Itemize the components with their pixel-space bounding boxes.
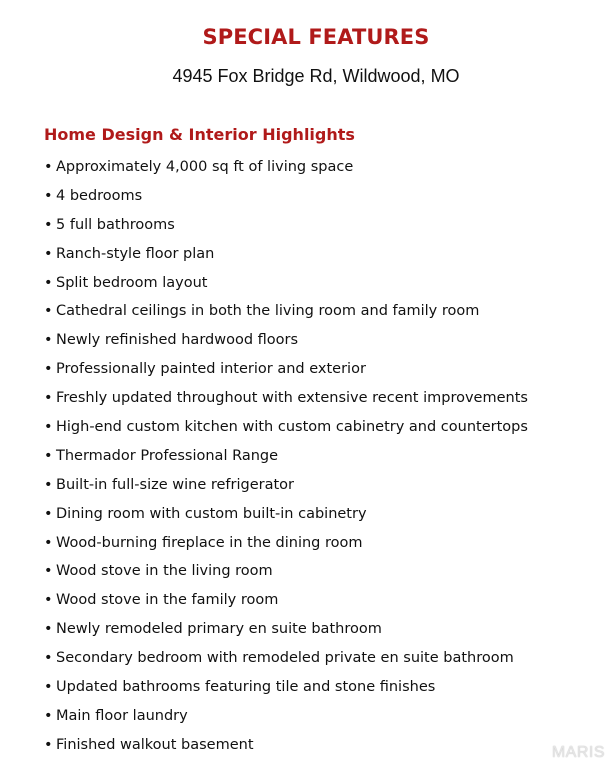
bullet-icon: • [44,476,53,493]
feature-item [44,384,528,413]
feature-item [44,326,528,355]
feature-text: Approximately 4,000 sq ft of living space [56,159,354,175]
feature-item [44,471,528,500]
feature-text: 4 bedrooms [56,187,143,204]
feature-text: Newly remodeled primary en suite bathroom [56,621,382,638]
feature-item [44,615,528,644]
feature-item [44,153,528,182]
bullet-icon: • [44,216,53,233]
feature-text: Thermador Professional Range [56,447,279,464]
feature-text: Professionally painted interior and exterior [56,361,366,378]
feature-text: Wood stove in the living room [56,563,273,580]
feature-text: Updated bathrooms featuring tile and stone finishes [56,679,436,696]
feature-item [44,702,528,731]
maris-watermark: MARIS [551,744,605,761]
feature-text: Freshly updated throughout with extensive recent improvements [56,390,528,407]
bullet-icon: • [44,447,53,464]
feature-text: Secondary bedroom with remodeled private en suite bathroom [56,650,514,667]
bullet-icon: • [44,534,53,551]
bullet-icon: • [44,159,53,175]
feature-text: Newly refinished hardwood floors [56,332,299,349]
bullet-icon: • [44,390,53,407]
page-title: SPECIAL FEATURES [202,25,430,49]
feature-item [44,500,528,529]
feature-text: Built-in full-size wine refrigerator [56,476,295,493]
feature-text: Wood stove in the family room [56,592,279,609]
feature-item [44,297,528,326]
feature-item [44,269,528,298]
feature-item [44,413,528,442]
bullet-icon: • [44,736,53,753]
feature-item [44,731,528,760]
bullet-icon: • [44,419,53,436]
property-address: 4945 Fox Bridge Rd, Wildwood, MO [172,66,460,86]
feature-item [44,355,528,384]
feature-text: Finished walkout basement [56,736,254,753]
feature-item [44,182,528,211]
feature-item [44,211,528,240]
feature-text: 5 full bathrooms [56,216,175,233]
bullet-icon: • [44,303,53,320]
bullet-icon: • [44,245,53,262]
feature-item [44,240,528,269]
feature-text: Main floor laundry [56,707,188,724]
section-heading: Home Design & Interior Highlights [44,125,355,144]
bullet-icon: • [44,274,53,291]
feature-text: Split bedroom layout [56,274,208,291]
bullet-icon: • [44,621,53,638]
bullet-icon: • [44,332,53,349]
feature-text: Wood-burning fireplace in the dining room [56,534,363,551]
bullet-icon: • [44,592,53,609]
feature-text: High-end custom kitchen with custom cabinetry and countertops [56,419,528,436]
feature-item [44,644,528,673]
feature-text: Ranch-style floor plan [56,245,215,262]
bullet-icon: • [44,679,53,696]
feature-item [44,442,528,471]
feature-item [44,529,528,558]
bullet-icon: • [44,505,53,522]
bullet-icon: • [44,187,53,204]
feature-item [44,586,528,615]
bullet-icon: • [44,361,53,378]
feature-item [44,673,528,702]
bullet-icon: • [44,650,53,667]
bullet-icon: • [44,707,53,724]
feature-text: Cathedral ceilings in both the living room and family room [56,303,480,320]
features-list [44,153,528,760]
feature-item [44,557,528,586]
feature-text: Dining room with custom built-in cabinetry [56,505,367,522]
bullet-icon: • [44,563,53,580]
